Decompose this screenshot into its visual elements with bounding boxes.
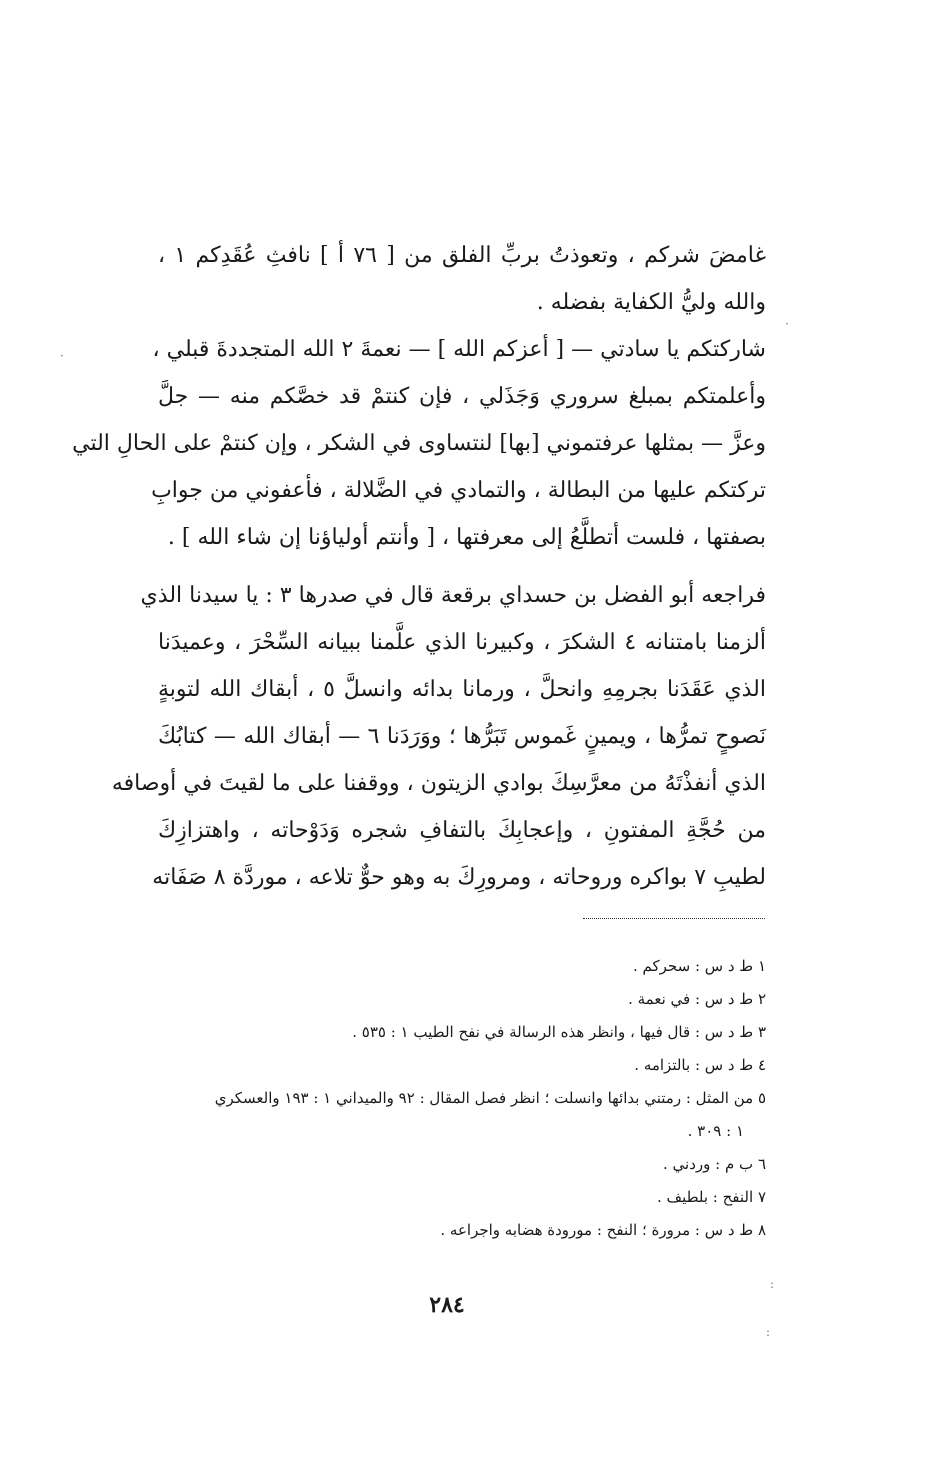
text-line: من حُجَّةِ المفتونِ ، وإعجابِكَ بالتفافِ شجره وَدَوْحاته ، واهتزازِكَ: [158, 818, 766, 843]
text-line: بصفتها ، فلست أتطلَّعُ إلى معرفتها ، [ وأنتم أولياؤنا إن شاء الله ] .: [167, 525, 766, 550]
footnote: ٤ ط د س : بالتزامه .: [634, 1056, 766, 1074]
page-number: ٢٨٤: [429, 1292, 465, 1318]
text-line: لطيبِ ٧ بواكره وروحاته ، ومرورِكَ به وهو حوٌّ تلاعه ، موردَّة ٨ صَفَاته: [152, 865, 766, 890]
footnote: ٨ ط د س : مرورة ؛ النفح : مورودة هضابه واجراعه .: [440, 1221, 766, 1239]
footnote-divider: [583, 918, 765, 919]
text-line: فراجعه أبو الفضل بن حسداي برقعة قال في صدرها ٣ : يا سيدنا الذي: [140, 583, 766, 608]
footnotes: [106, 950, 766, 1247]
footnote: ١ ط د س : سحركم .: [632, 957, 766, 975]
text-line: نَصوحٍ تمرُّها ، ويمينٍ غَموس تَبَرُّها ؛ ووَرَدَنا ٦ — أبقاك الله — كتابُكَ: [158, 724, 766, 749]
paragraph-2: [72, 326, 766, 561]
text-line: الذي أنفذْتَهُ من معرَّسِكَ بوادي الزيتون ، ووقفنا على ما لقيتَ في أوصافه: [111, 771, 766, 796]
footnote: ٣ ط د س : قال فيها ، وانظر هذه الرسالة في نفح الطيب ١ : ٥٣٥ .: [352, 1023, 766, 1041]
scan-speck: :: [766, 1325, 771, 1339]
text-line: والله وليُّ الكفاية بفضله .: [536, 290, 766, 315]
paragraph-3: [111, 572, 766, 901]
footnote-continuation: ١ : ٣٠٩ .: [687, 1122, 744, 1140]
footnote: ٢ ط د س : في نعمة .: [628, 990, 766, 1008]
text-line: ألزمنا بامتنانه ٤ الشكرَ ، وكبيرنا الذي علَّمنا ببيانه السِّحْرَ ، وعميدَنا: [158, 630, 766, 655]
footnote: ٥ من المثل : رمتني بدائها وانسلت ؛ انظر فصل المقال : ٩٢ والميداني ١ : ١٩٣ والعسكري: [214, 1089, 766, 1107]
footnote: ٧ النفح : بلطيف .: [657, 1188, 766, 1206]
text-line: غامضَ شركم ، وتعوذتُ بربِّ الفلق من [ ٧٦ أ ] نافثِ عُقَدِكم ١ ،: [158, 243, 766, 268]
scan-speck: ·: [785, 317, 789, 331]
paragraph-1: [158, 232, 766, 326]
text-line: وعزَّ — بمثلها عرفتموني [بها] لنتساوى في الشكر ، وإن كنتمْ على الحالِ التي: [72, 431, 766, 456]
text-line: تركتكم عليها من البطالة ، والتمادي في الضَّلالة ، فأعفوني من جوابِ: [151, 478, 766, 503]
text-line: الذي عَقَدَنا بجرمِهِ وانحلَّ ، ورمانا بدائه وانسلَّ ٥ ، أبقاك الله لتوبةٍ: [158, 677, 766, 702]
text-line: شاركتكم يا سادتي — [ أعزكم الله ] — نعمةَ ٢ الله المتجددةَ قبلي ،: [152, 337, 766, 362]
footnote: ٦ ب م : وردني .: [663, 1155, 766, 1173]
scan-speck: ·: [60, 349, 64, 363]
text-line: وأعلمتكم بمبلغ سروري وَجَذَلي ، فإن كنتمْ قد خصَّكم منه — جلَّ: [158, 384, 766, 409]
scan-speck: :: [770, 1277, 775, 1291]
